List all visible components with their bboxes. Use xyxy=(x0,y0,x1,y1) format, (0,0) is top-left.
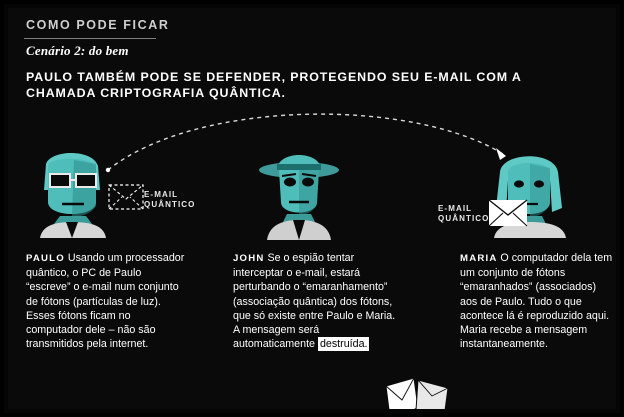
scenario-label: Cenário 2: do bem xyxy=(26,43,129,58)
column-paulo-name: PAULO xyxy=(26,253,65,264)
column-john-name: JOHN xyxy=(233,253,265,264)
column-maria-name: MARIA xyxy=(460,253,498,264)
infographic-inner xyxy=(8,8,616,409)
dashed-envelope-icon xyxy=(108,184,144,214)
email-quantico-label-paulo: E-MAIL QUÂNTICO xyxy=(144,190,196,209)
deck-text: PAULO TAMBÉM PODE SE DEFENDER, PROTEGENDO SEU E-MAIL COM A CHAMADA CRIPTOGRAFIA QUÂNTICA. xyxy=(26,70,522,100)
torn-letter-icon xyxy=(384,376,454,409)
column-maria-text: O computador dela tem um conjunto de fótons “emaranhados” (associados) aos de Paulo. Tudo o que acontece lá é reproduzido aqui. Maria recebe a mensagem instantaneamente. xyxy=(460,252,613,351)
column-maria xyxy=(460,251,615,351)
kicker-divider xyxy=(24,38,156,39)
envelope-icon xyxy=(488,198,528,228)
kicker-label: COMO PODE FICAR xyxy=(26,18,170,32)
column-paulo xyxy=(26,251,186,351)
column-john xyxy=(233,251,398,351)
column-john-highlight: destruída. xyxy=(319,338,368,351)
email-quantico-label-maria: E-MAIL QUÂNTICO xyxy=(438,204,490,223)
spy-hat-portrait-icon xyxy=(251,140,347,240)
column-john-text: Se o espião tentar interceptar o e-mail, estará perturbando o “emaranhamento” (associação quântica) dos fótons, que só existe entre Paulo e Maria. A mensagem será automaticamente xyxy=(233,252,396,351)
column-paulo-text: Usando um processador quântico, o PC de Paulo “escreve” o e-mail num conjunto de fótons (partículas de luz). Esses fótons ficam no computador dele – não são transmitidos pela internet. xyxy=(26,252,185,351)
